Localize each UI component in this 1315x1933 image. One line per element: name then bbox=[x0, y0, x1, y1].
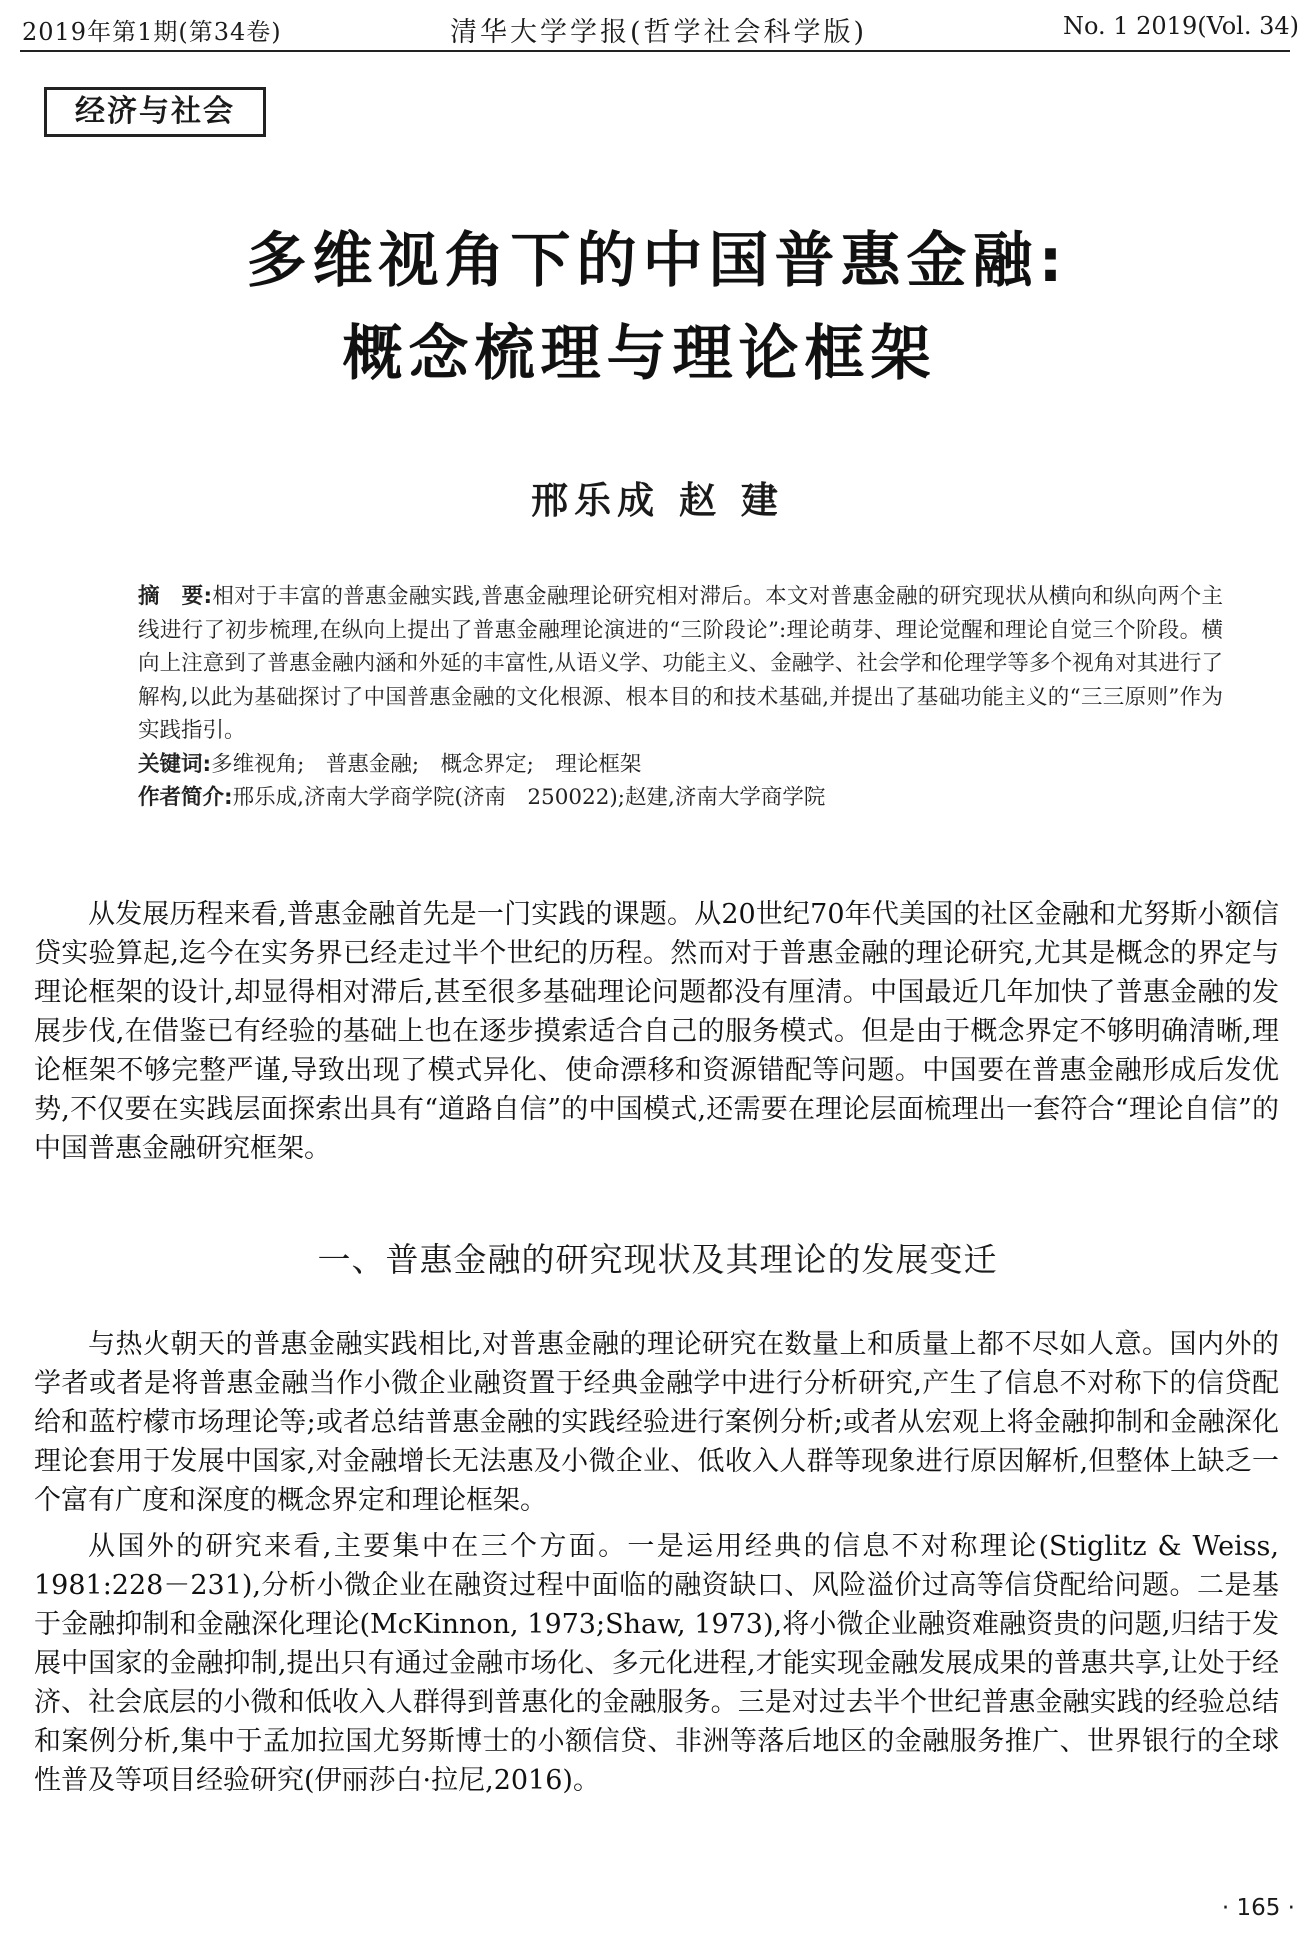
header-rule bbox=[20, 50, 1290, 52]
abstract-text: 相对于丰富的普惠金融实践,普惠金融理论研究相对滞后。本文对普惠金融的研究现状从横向和纵向两个主线进行了初步梳理,在纵向上提出了普惠金融理论演进的“三阶段论”:理论萌芽、理论觉醒和理论自觉三个阶段。横向上注意到了普惠金融内涵和外延的丰富性,从语义学、功能主义、金融学、社会学和伦理学等多个视角对其进行了解构,以此为基础探讨了中国普惠金融的文化根源、根本目的和技术基础,并提出了基础功能主义的“三三原则”作为实践指引。 bbox=[138, 584, 1223, 743]
abstract-paragraph bbox=[138, 580, 1223, 748]
page-number: · 165 · bbox=[1221, 1895, 1295, 1921]
abstract-block bbox=[138, 580, 1223, 815]
abstract-label: 摘 要: bbox=[138, 584, 213, 609]
journal-name: 清华大学学报(哲学社会科学版) bbox=[450, 17, 868, 48]
author-info-text: 邢乐成,济南大学商学院(济南 250022);赵建,济南大学商学院 bbox=[232, 785, 826, 810]
issue-info: 2019年第1期(第34卷) bbox=[22, 18, 282, 46]
keywords-label: 关键词: bbox=[138, 751, 212, 777]
issue-info-english: No. 1 2019(Vol. 34) bbox=[1062, 12, 1299, 40]
keywords-line bbox=[138, 748, 1223, 782]
author-info-line bbox=[138, 781, 1223, 815]
article-title-line-2: 概念梳理与理论框架 bbox=[342, 319, 937, 389]
article-title-line-1: 多维视角下的中国普惠金融: bbox=[246, 226, 1069, 296]
column-label: 经济与社会 bbox=[44, 87, 266, 137]
intro-paragraph: 从发展历程来看,普惠金融首先是一门实践的课题。从20世纪70年代美国的社区金融和尤努斯小额信贷实验算起,迄今在实务界已经走过半个世纪的历程。然而对于普惠金融的理论研究,尤其是概念的界定与理论框架的设计,却显得相对滞后,甚至很多基础理论问题都没有厘清。中国最近几年加快了普惠金融的发展步伐,在借鉴已有经验的基础上也在逐步摸索适合自己的服务模式。但是由于概念界定不够明确清晰,理论框架不够完整严谨,导致出现了模式异化、使命漂移和资源错配等问题。中国要在普惠金融形成后发优势,不仅要在实践层面探索出具有“道路自信”的中国模式,还需要在理论层面梳理出一套符合“理论自信”的中国普惠金融研究框架。 bbox=[34, 899, 1279, 1164]
keywords-text: 多维视角; 普惠金融; 概念界定; 理论框架 bbox=[211, 751, 642, 777]
running-header bbox=[0, 0, 1315, 50]
intro-block bbox=[34, 895, 1279, 1168]
author-info-label: 作者简介: bbox=[138, 785, 233, 810]
section-heading: 一、普惠金融的研究现状及其理论的发展变迁 bbox=[317, 1240, 998, 1279]
section-body bbox=[34, 1325, 1279, 1800]
section-paragraph-2: 从国外的研究来看,主要集中在三个方面。一是运用经典的信息不对称理论(Stiglitz & Weiss, 1981:228－231),分析小微企业在融资过程中面临的融资缺口、风险溢价过高等信贷配给问题。二是基于金融抑制和金融深化理论(McKinnon, 1973;Shaw, 1973),将小微企业融资难融资贵的问题,归结于发展中国家的金融抑制,提出只有通过金融市场化、多元化进程,才能实现金融发展成果的普惠共享,让处于经济、社会底层的小微和低收入人群得到普惠化的金融服务。三是对过去半个世纪普惠金融实践的经验总结和案例分析,集中于孟加拉国尤努斯博士的小额信贷、非洲等落后地区的金融服务推广、世界银行的全球性普及等项目经验研究(伊丽莎白·拉尼,2016)。 bbox=[34, 1531, 1279, 1796]
section-paragraph-1: 与热火朝天的普惠金融实践相比,对普惠金融的理论研究在数量上和质量上都不尽如人意。国内外的学者或者是将普惠金融当作小微企业融资置于经典金融学中进行分析研究,产生了信息不对称下的信贷配给和蓝柠檬市场理论等;或者总结普惠金融的实践经验进行案例分析;或者从宏观上将金融抑制和金融深化理论套用于发展中国家,对金融增长无法惠及小微企业、低收入人群等现象进行原因解析,但整体上缺乏一个富有广度和深度的概念界定和理论框架。 bbox=[34, 1329, 1279, 1516]
author-names: 邢乐成 赵 建 bbox=[531, 478, 784, 522]
